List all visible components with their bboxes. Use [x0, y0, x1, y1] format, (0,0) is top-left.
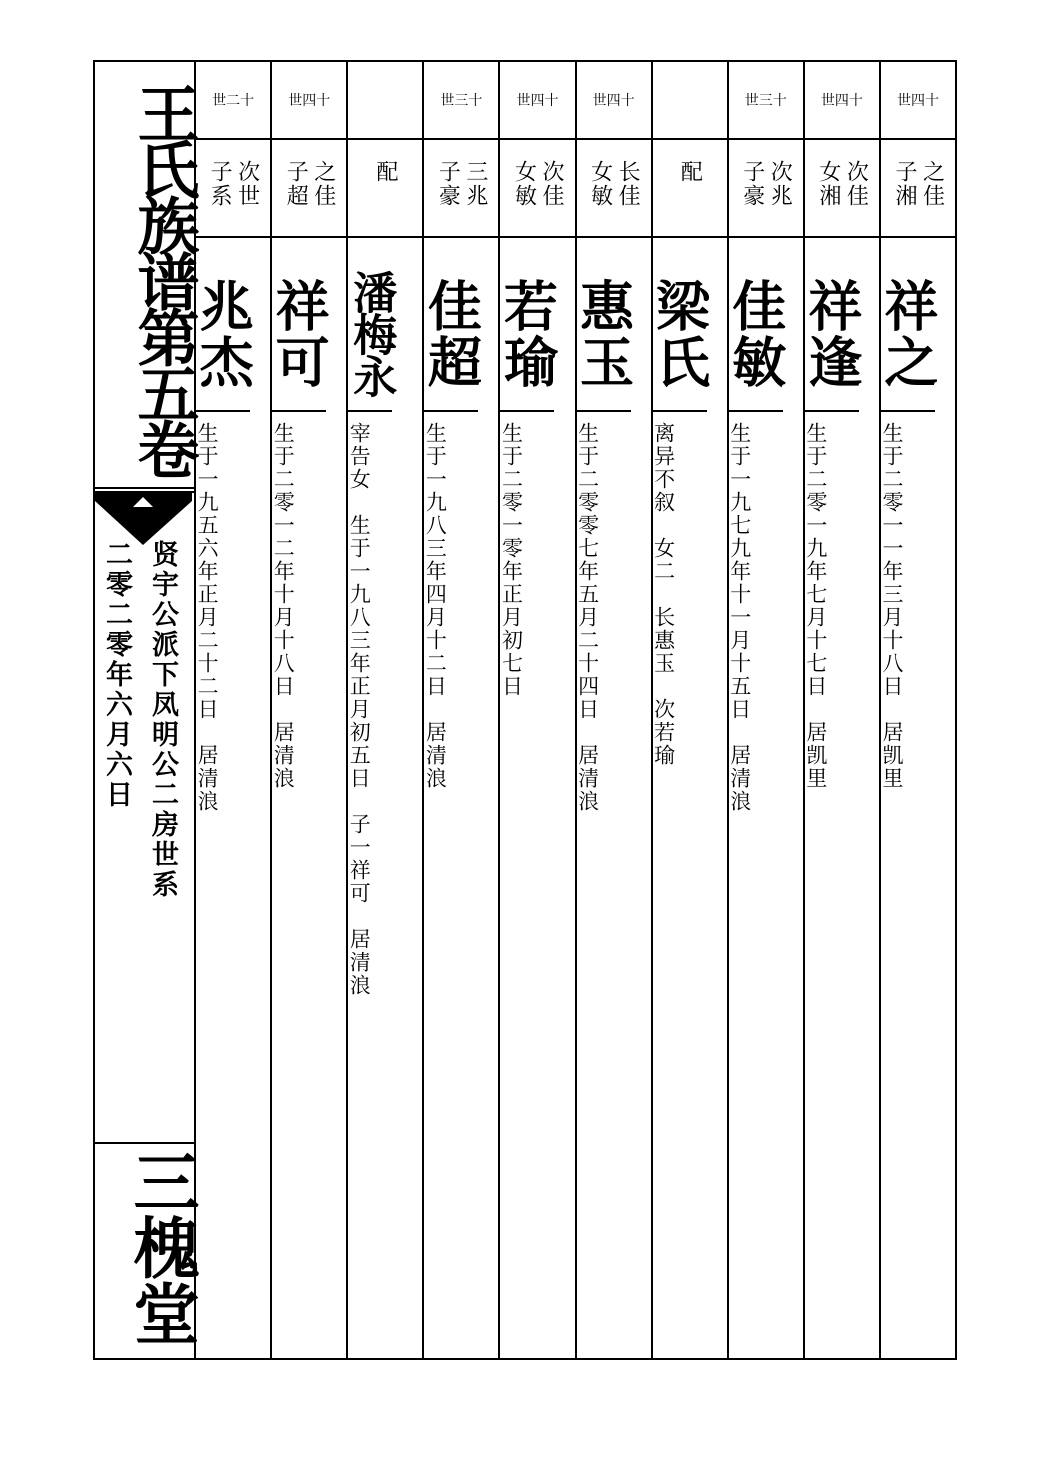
relation-cell: 配 — [348, 140, 422, 238]
entry-columns — [191, 62, 955, 1358]
person-name: 祥之 — [881, 238, 935, 412]
person-detail: 宰告女 生于一九八三年正月初五日 子一祥可 居清浪 — [347, 422, 372, 997]
relation-cell: 次佳 女敏 — [500, 140, 574, 238]
entry-column — [419, 62, 498, 1358]
hall-name: 三槐堂 — [122, 1148, 200, 1346]
relation-cell: 次兆 子豪 — [729, 140, 803, 238]
generation-cell: 世四十 — [272, 62, 346, 140]
compile-date: 二零二零年六月六日 — [101, 540, 132, 810]
relation-cell: 次世 子系 — [196, 140, 270, 238]
person-name: 梁氏 — [653, 238, 707, 412]
entry-column — [875, 62, 955, 1358]
person-name: 祥可 — [272, 238, 326, 412]
lineage-subtitle: 贤宇公派下凤明公二房世系 — [147, 540, 178, 900]
entry-column — [799, 62, 879, 1358]
relation-cell: 之佳 子超 — [272, 140, 346, 238]
book-title: 王氏族谱第五卷 — [127, 81, 200, 474]
entry-column — [495, 62, 574, 1358]
generation-cell: 世三十 — [729, 62, 803, 140]
entry-column — [267, 62, 346, 1358]
person-detail: 生于二零一零年正月初七日 — [499, 422, 524, 698]
generation-cell — [653, 62, 727, 140]
person-name: 若瑜 — [500, 238, 554, 412]
person-name: 惠玉 — [577, 238, 631, 412]
entry-column — [571, 62, 651, 1358]
generation-cell: 世四十 — [881, 62, 955, 140]
entry-column — [723, 62, 803, 1358]
generation-cell: 世四十 — [577, 62, 651, 140]
entry-column — [647, 62, 727, 1358]
generation-cell: 世二十 — [196, 62, 270, 140]
entry-column — [191, 62, 270, 1358]
person-name: 祥逢 — [805, 238, 859, 412]
chevron-banner — [95, 493, 194, 545]
person-detail: 生于二零一二年十月十八日 居清浪 — [271, 422, 296, 790]
relation-cell: 长佳 女敏 — [577, 140, 651, 238]
person-detail: 生于一九八三年四月十二日 居清浪 — [423, 422, 448, 790]
person-name: 佳超 — [424, 238, 478, 412]
person-name: 潘梅永 — [348, 238, 392, 412]
entry-column — [346, 62, 422, 1358]
person-name: 兆杰 — [196, 238, 250, 412]
generation-cell: 世四十 — [500, 62, 574, 140]
relation-cell: 配 — [653, 140, 727, 238]
relation-cell: 次佳 女湘 — [805, 140, 879, 238]
hall-divider — [95, 1142, 194, 1144]
person-detail: 生于二零一一年三月十八日 居凯里 — [879, 422, 904, 790]
relation-cell: 三兆 子豪 — [424, 140, 498, 238]
person-detail: 生于一九七九年十一月十五日 居清浪 — [727, 422, 752, 813]
person-detail: 生于二零一九年七月十七日 居凯里 — [803, 422, 828, 790]
person-detail: 生于一九五六年正月二十二日 居清浪 — [195, 422, 220, 813]
person-detail: 离异不叙 女二 长惠玉 次若瑜 — [651, 422, 676, 767]
generation-cell: 世四十 — [805, 62, 879, 140]
generation-cell — [348, 62, 422, 140]
generation-cell: 世三十 — [424, 62, 498, 140]
person-name: 佳敏 — [729, 238, 783, 412]
genealogy-page — [93, 60, 957, 1360]
sidebar — [95, 62, 200, 1358]
relation-cell: 之佳 子湘 — [881, 140, 955, 238]
person-detail: 生于二零零七年五月二十四日 居清浪 — [575, 422, 600, 813]
